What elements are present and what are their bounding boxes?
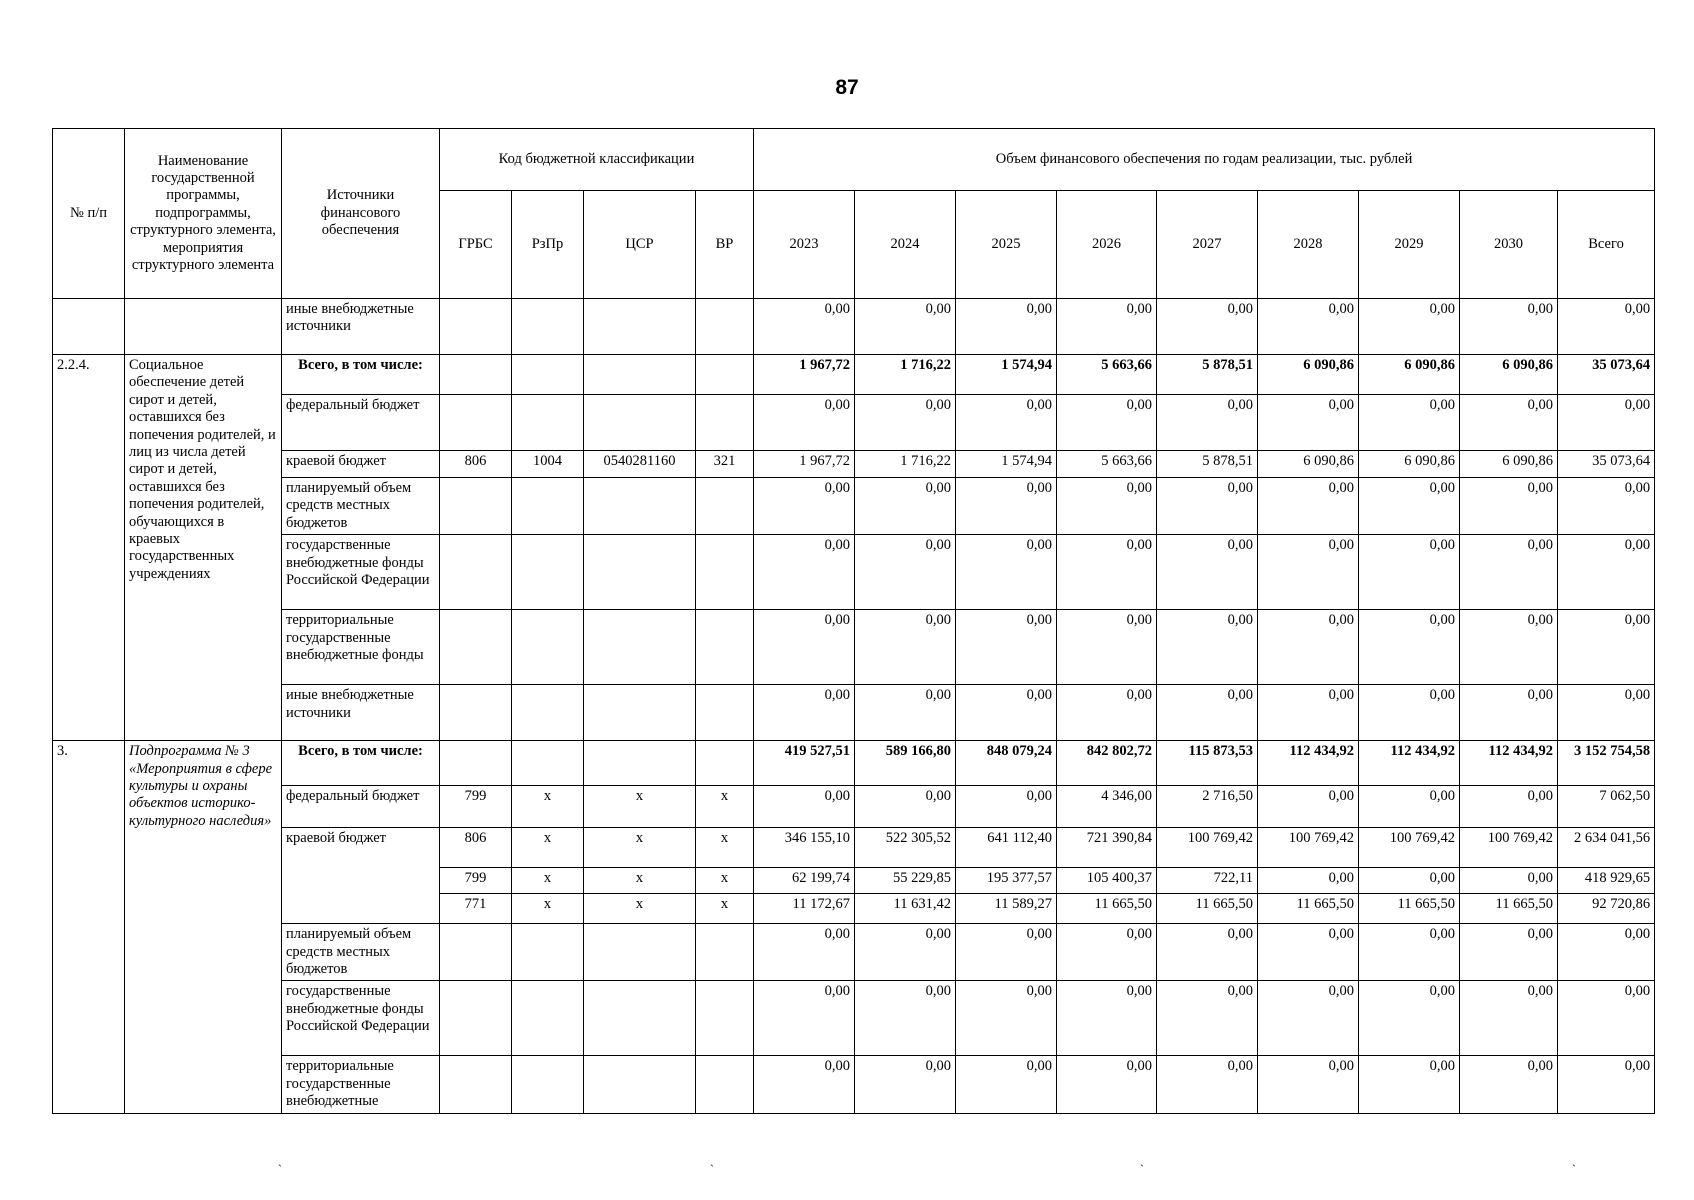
- value-cell: 0,00: [1157, 610, 1258, 685]
- grbs-cell: [440, 924, 512, 981]
- value-cell: 0,00: [1359, 535, 1460, 610]
- csr-cell: [584, 299, 696, 355]
- value-cell: 55 229,85: [855, 868, 956, 894]
- header-row-1: [53, 129, 1655, 191]
- total-cell: 0,00: [1558, 1056, 1655, 1113]
- vr-cell: x: [696, 786, 754, 828]
- row-name: Социальное обеспечение детей сирот и детей, оставшихся без попечения родителей, и лиц из числа детей сирот и детей, оставшихся без попечения родителей, обучающихся в краевых государственных учреждениях: [125, 355, 282, 741]
- total-cell: 7 062,50: [1558, 786, 1655, 828]
- csr-cell: [584, 395, 696, 451]
- table-row: [53, 741, 1655, 786]
- value-cell: 842 802,72: [1057, 741, 1157, 786]
- value-cell: 0,00: [1157, 685, 1258, 741]
- grbs-cell: [440, 741, 512, 786]
- value-cell: 0,00: [956, 610, 1057, 685]
- vr-cell: [696, 610, 754, 685]
- value-cell: 112 434,92: [1460, 741, 1558, 786]
- value-cell: 1 574,94: [956, 355, 1057, 395]
- source-cell: территориальные государственные внебюджетные фонды: [282, 610, 440, 685]
- table-row: [53, 451, 1655, 478]
- rzpr-cell: 1004: [512, 451, 584, 478]
- source-cell: иные внебюджетные источники: [282, 299, 440, 355]
- total-cell: 35 073,64: [1558, 451, 1655, 478]
- scan-mark: `: [1140, 1162, 1144, 1176]
- value-cell: 0,00: [1359, 610, 1460, 685]
- vr-cell: 321: [696, 451, 754, 478]
- value-cell: 0,00: [1057, 395, 1157, 451]
- header-rzpr: РзПр: [512, 191, 584, 299]
- table-row: [53, 786, 1655, 828]
- value-cell: 0,00: [1057, 1056, 1157, 1113]
- value-cell: 6 090,86: [1460, 451, 1558, 478]
- value-cell: 0,00: [1157, 1056, 1258, 1113]
- value-cell: 0,00: [1057, 299, 1157, 355]
- total-cell: 92 720,86: [1558, 894, 1655, 924]
- value-cell: 0,00: [956, 395, 1057, 451]
- rzpr-cell: [512, 395, 584, 451]
- source-cell: краевой бюджет: [282, 828, 440, 924]
- value-cell: 0,00: [1359, 478, 1460, 535]
- grbs-cell: 806: [440, 828, 512, 868]
- csr-cell: [584, 924, 696, 981]
- grbs-cell: 771: [440, 894, 512, 924]
- csr-cell: x: [584, 868, 696, 894]
- value-cell: 0,00: [1057, 924, 1157, 981]
- header-num: № п/п: [53, 129, 125, 299]
- scan-mark: `: [278, 1162, 282, 1176]
- value-cell: 115 873,53: [1157, 741, 1258, 786]
- value-cell: 0,00: [1460, 786, 1558, 828]
- table-row: [53, 981, 1655, 1056]
- value-cell: 1 716,22: [855, 355, 956, 395]
- csr-cell: x: [584, 828, 696, 868]
- value-cell: 4 346,00: [1057, 786, 1157, 828]
- vr-cell: [696, 355, 754, 395]
- value-cell: 848 079,24: [956, 741, 1057, 786]
- value-cell: 0,00: [1258, 1056, 1359, 1113]
- value-cell: 419 527,51: [754, 741, 855, 786]
- csr-cell: [584, 1056, 696, 1113]
- source-cell: Всего, в том числе:: [282, 741, 440, 786]
- source-cell: планируемый объем средств местных бюджетов: [282, 478, 440, 535]
- table-row: [53, 610, 1655, 685]
- value-cell: 5 663,66: [1057, 355, 1157, 395]
- csr-cell: [584, 478, 696, 535]
- source-cell: краевой бюджет: [282, 451, 440, 478]
- value-cell: 1 967,72: [754, 451, 855, 478]
- total-cell: 418 929,65: [1558, 868, 1655, 894]
- vr-cell: [696, 1056, 754, 1113]
- value-cell: 0,00: [1258, 868, 1359, 894]
- value-cell: 0,00: [1157, 981, 1258, 1056]
- value-cell: 0,00: [754, 924, 855, 981]
- value-cell: 0,00: [1258, 610, 1359, 685]
- total-cell: 2 634 041,56: [1558, 828, 1655, 868]
- value-cell: 0,00: [1258, 981, 1359, 1056]
- value-cell: 195 377,57: [956, 868, 1057, 894]
- value-cell: 11 665,50: [1258, 894, 1359, 924]
- value-cell: 112 434,92: [1258, 741, 1359, 786]
- grbs-cell: [440, 299, 512, 355]
- csr-cell: [584, 981, 696, 1056]
- source-cell: федеральный бюджет: [282, 786, 440, 828]
- total-cell: 0,00: [1558, 685, 1655, 741]
- value-cell: 0,00: [1157, 535, 1258, 610]
- csr-cell: [584, 535, 696, 610]
- value-cell: 11 172,67: [754, 894, 855, 924]
- rzpr-cell: [512, 924, 584, 981]
- source-cell: государственные внебюджетные фонды Российской Федерации: [282, 981, 440, 1056]
- value-cell: 0,00: [1460, 478, 1558, 535]
- header-year-2029: 2029: [1359, 191, 1460, 299]
- value-cell: 0,00: [1460, 868, 1558, 894]
- value-cell: 0,00: [956, 981, 1057, 1056]
- value-cell: 0,00: [956, 924, 1057, 981]
- value-cell: 62 199,74: [754, 868, 855, 894]
- value-cell: 346 155,10: [754, 828, 855, 868]
- vr-cell: [696, 395, 754, 451]
- rzpr-cell: [512, 1056, 584, 1113]
- total-cell: 0,00: [1558, 395, 1655, 451]
- value-cell: 0,00: [956, 786, 1057, 828]
- value-cell: 0,00: [956, 478, 1057, 535]
- total-cell: 0,00: [1558, 535, 1655, 610]
- value-cell: 112 434,92: [1359, 741, 1460, 786]
- value-cell: 100 769,42: [1359, 828, 1460, 868]
- header-year-2027: 2027: [1157, 191, 1258, 299]
- value-cell: 0,00: [1258, 786, 1359, 828]
- value-cell: 0,00: [956, 299, 1057, 355]
- value-cell: 0,00: [1057, 981, 1157, 1056]
- scan-mark: `: [710, 1162, 714, 1176]
- value-cell: 11 589,27: [956, 894, 1057, 924]
- table-row: [53, 685, 1655, 741]
- header-grbs: ГРБС: [440, 191, 512, 299]
- rzpr-cell: x: [512, 786, 584, 828]
- source-cell: государственные внебюджетные фонды Российской Федерации: [282, 535, 440, 610]
- grbs-cell: 799: [440, 786, 512, 828]
- value-cell: 0,00: [1460, 924, 1558, 981]
- rzpr-cell: x: [512, 868, 584, 894]
- table-row: [53, 1056, 1655, 1113]
- total-cell: 0,00: [1558, 924, 1655, 981]
- header-source: Источники финансового обеспечения: [282, 129, 440, 299]
- grbs-cell: [440, 685, 512, 741]
- header-year-2026: 2026: [1057, 191, 1157, 299]
- value-cell: 0,00: [855, 299, 956, 355]
- value-cell: 5 878,51: [1157, 451, 1258, 478]
- value-cell: 0,00: [1359, 395, 1460, 451]
- grbs-cell: 806: [440, 451, 512, 478]
- scan-mark: `: [1572, 1162, 1576, 1176]
- grbs-cell: [440, 610, 512, 685]
- value-cell: 0,00: [1359, 685, 1460, 741]
- value-cell: 0,00: [1359, 299, 1460, 355]
- value-cell: 6 090,86: [1359, 451, 1460, 478]
- row-num: 3.: [53, 741, 125, 1113]
- value-cell: 0,00: [855, 478, 956, 535]
- value-cell: 0,00: [1157, 478, 1258, 535]
- value-cell: 0,00: [855, 786, 956, 828]
- source-cell: федеральный бюджет: [282, 395, 440, 451]
- value-cell: 0,00: [1359, 868, 1460, 894]
- value-cell: 0,00: [1258, 685, 1359, 741]
- value-cell: 6 090,86: [1460, 355, 1558, 395]
- value-cell: 11 665,50: [1057, 894, 1157, 924]
- value-cell: 100 769,42: [1460, 828, 1558, 868]
- value-cell: 0,00: [1258, 299, 1359, 355]
- value-cell: 0,00: [1460, 610, 1558, 685]
- vr-cell: [696, 685, 754, 741]
- value-cell: 522 305,52: [855, 828, 956, 868]
- table-row: [53, 535, 1655, 610]
- header-name: Наименование государственной программы, подпрограммы, структурного элемента, мероприятия структурного элемента: [125, 129, 282, 299]
- grbs-cell: [440, 395, 512, 451]
- rzpr-cell: [512, 535, 584, 610]
- header-year-2028: 2028: [1258, 191, 1359, 299]
- value-cell: 0,00: [1057, 610, 1157, 685]
- value-cell: 0,00: [1057, 535, 1157, 610]
- value-cell: 0,00: [754, 395, 855, 451]
- grbs-cell: 799: [440, 868, 512, 894]
- row-num: 2.2.4.: [53, 355, 125, 741]
- value-cell: 0,00: [1157, 395, 1258, 451]
- value-cell: 0,00: [754, 610, 855, 685]
- value-cell: 0,00: [754, 786, 855, 828]
- rzpr-cell: [512, 741, 584, 786]
- value-cell: 0,00: [1359, 981, 1460, 1056]
- rzpr-cell: x: [512, 894, 584, 924]
- rzpr-cell: [512, 981, 584, 1056]
- vr-cell: x: [696, 868, 754, 894]
- header-csr: ЦСР: [584, 191, 696, 299]
- value-cell: 0,00: [754, 299, 855, 355]
- csr-cell: x: [584, 894, 696, 924]
- value-cell: 0,00: [1057, 478, 1157, 535]
- value-cell: 2 716,50: [1157, 786, 1258, 828]
- grbs-cell: [440, 535, 512, 610]
- grbs-cell: [440, 1056, 512, 1113]
- value-cell: 0,00: [754, 981, 855, 1056]
- value-cell: 0,00: [1057, 685, 1157, 741]
- total-cell: 0,00: [1558, 478, 1655, 535]
- source-cell: планируемый объем средств местных бюджетов: [282, 924, 440, 981]
- value-cell: 641 112,40: [956, 828, 1057, 868]
- row-name: [125, 299, 282, 355]
- value-cell: 5 663,66: [1057, 451, 1157, 478]
- value-cell: 0,00: [855, 685, 956, 741]
- total-cell: 0,00: [1558, 981, 1655, 1056]
- table-row: [53, 478, 1655, 535]
- grbs-cell: [440, 478, 512, 535]
- vr-cell: x: [696, 894, 754, 924]
- value-cell: 105 400,37: [1057, 868, 1157, 894]
- rzpr-cell: [512, 478, 584, 535]
- table-row: [53, 355, 1655, 395]
- rzpr-cell: [512, 355, 584, 395]
- value-cell: 0,00: [1460, 1056, 1558, 1113]
- value-cell: 11 665,50: [1460, 894, 1558, 924]
- header-volume-group: Объем финансового обеспечения по годам реализации, тыс. рублей: [754, 129, 1655, 191]
- csr-cell: [584, 355, 696, 395]
- vr-cell: [696, 299, 754, 355]
- value-cell: 0,00: [1258, 924, 1359, 981]
- value-cell: 0,00: [754, 685, 855, 741]
- value-cell: 100 769,42: [1258, 828, 1359, 868]
- vr-cell: [696, 478, 754, 535]
- table-row: [53, 299, 1655, 355]
- value-cell: 589 166,80: [855, 741, 956, 786]
- csr-cell: [584, 685, 696, 741]
- header-year-2024: 2024: [855, 191, 956, 299]
- value-cell: 0,00: [1359, 786, 1460, 828]
- value-cell: 11 665,50: [1359, 894, 1460, 924]
- source-cell: Всего, в том числе:: [282, 355, 440, 395]
- value-cell: 722,11: [1157, 868, 1258, 894]
- rzpr-cell: x: [512, 828, 584, 868]
- value-cell: 1 574,94: [956, 451, 1057, 478]
- rzpr-cell: [512, 685, 584, 741]
- value-cell: 11 631,42: [855, 894, 956, 924]
- value-cell: 6 090,86: [1258, 451, 1359, 478]
- value-cell: 0,00: [1258, 535, 1359, 610]
- value-cell: 0,00: [855, 924, 956, 981]
- table-row: [53, 924, 1655, 981]
- value-cell: 1 716,22: [855, 451, 956, 478]
- source-cell: территориальные государственные внебюджетные: [282, 1056, 440, 1113]
- value-cell: 0,00: [1460, 299, 1558, 355]
- csr-cell: [584, 741, 696, 786]
- header-vr: ВР: [696, 191, 754, 299]
- value-cell: 0,00: [754, 1056, 855, 1113]
- total-cell: 35 073,64: [1558, 355, 1655, 395]
- value-cell: 100 769,42: [1157, 828, 1258, 868]
- table-row: [53, 395, 1655, 451]
- grbs-cell: [440, 981, 512, 1056]
- value-cell: 0,00: [956, 535, 1057, 610]
- financing-table: [52, 128, 1655, 1114]
- value-cell: 0,00: [1157, 299, 1258, 355]
- vr-cell: [696, 924, 754, 981]
- value-cell: 0,00: [754, 478, 855, 535]
- value-cell: 6 090,86: [1258, 355, 1359, 395]
- header-year-2030: 2030: [1460, 191, 1558, 299]
- value-cell: 0,00: [956, 685, 1057, 741]
- value-cell: 0,00: [855, 1056, 956, 1113]
- header-year-2025: 2025: [956, 191, 1057, 299]
- value-cell: 0,00: [1359, 1056, 1460, 1113]
- value-cell: 0,00: [1460, 395, 1558, 451]
- value-cell: 0,00: [1359, 924, 1460, 981]
- total-cell: 0,00: [1558, 610, 1655, 685]
- value-cell: 0,00: [855, 981, 956, 1056]
- csr-cell: [584, 610, 696, 685]
- page-number: 87: [835, 76, 859, 99]
- value-cell: 0,00: [1258, 478, 1359, 535]
- value-cell: 0,00: [855, 610, 956, 685]
- value-cell: 0,00: [956, 1056, 1057, 1113]
- value-cell: 11 665,50: [1157, 894, 1258, 924]
- vr-cell: [696, 981, 754, 1056]
- vr-cell: [696, 741, 754, 786]
- total-cell: 3 152 754,58: [1558, 741, 1655, 786]
- header-total: Всего: [1558, 191, 1655, 299]
- value-cell: 0,00: [1460, 685, 1558, 741]
- vr-cell: x: [696, 828, 754, 868]
- value-cell: 0,00: [754, 535, 855, 610]
- vr-cell: [696, 535, 754, 610]
- csr-cell: x: [584, 786, 696, 828]
- value-cell: 6 090,86: [1359, 355, 1460, 395]
- value-cell: 0,00: [1460, 535, 1558, 610]
- value-cell: 0,00: [1460, 981, 1558, 1056]
- value-cell: 0,00: [1157, 924, 1258, 981]
- source-cell: иные внебюджетные источники: [282, 685, 440, 741]
- value-cell: 721 390,84: [1057, 828, 1157, 868]
- rzpr-cell: [512, 610, 584, 685]
- value-cell: 1 967,72: [754, 355, 855, 395]
- value-cell: 5 878,51: [1157, 355, 1258, 395]
- row-num: [53, 299, 125, 355]
- grbs-cell: [440, 355, 512, 395]
- table-row: [53, 828, 1655, 868]
- value-cell: 0,00: [855, 395, 956, 451]
- value-cell: 0,00: [855, 535, 956, 610]
- csr-cell: 0540281160: [584, 451, 696, 478]
- value-cell: 0,00: [1258, 395, 1359, 451]
- header-year-2023: 2023: [754, 191, 855, 299]
- row-name: Подпрограмма № 3 «Мероприятия в сфере культуры и охраны объектов историко-культурного наследия»: [125, 741, 282, 1113]
- rzpr-cell: [512, 299, 584, 355]
- total-cell: 0,00: [1558, 299, 1655, 355]
- header-code-group: Код бюджетной классификации: [440, 129, 754, 191]
